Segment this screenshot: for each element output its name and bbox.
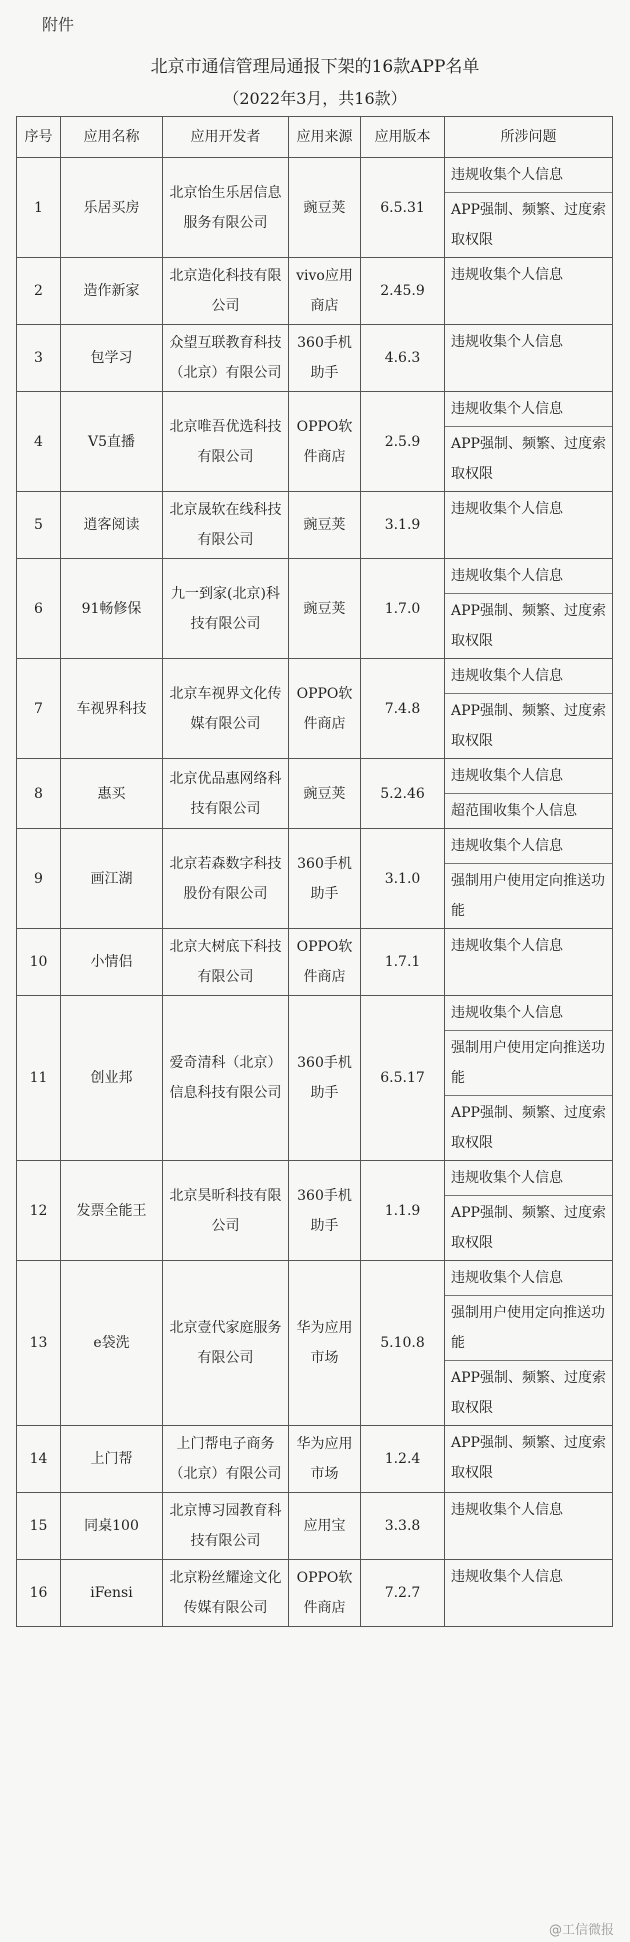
developer: 北京壹代家庭服务有限公司 [163,1261,289,1426]
issue-item: 违规收集个人信息 [445,1161,612,1196]
version: 4.6.3 [361,325,445,392]
issue-item: APP强制、频繁、过度索取权限 [451,603,606,649]
app-name: 包学习 [61,325,163,392]
developer: 北京粉丝耀途文化传媒有限公司 [163,1560,289,1627]
issue-item: APP强制、频繁、过度索取权限 [451,703,606,749]
table-header-row [17,117,613,158]
row-number: 10 [17,929,61,996]
header-app-name: 应用名称 [61,117,163,158]
source: 应用宝 [289,1493,361,1560]
issue-item: APP强制、频繁、过度索取权限 [451,202,606,248]
developer: 北京昊昕科技有限公司 [163,1161,289,1261]
app-name: 上门帮 [61,1426,163,1493]
issues-cell [445,1261,613,1426]
developer: 北京车视界文化传媒有限公司 [163,659,289,759]
version: 7.4.8 [361,659,445,759]
issue-item: 违规收集个人信息 [451,938,563,954]
row-number: 11 [17,996,61,1161]
developer: 北京优品惠网络科技有限公司 [163,759,289,829]
version: 5.10.8 [361,1261,445,1426]
source: 360手机助手 [289,829,361,929]
developer: 北京唯吾优选科技有限公司 [163,392,289,492]
version: 1.7.1 [361,929,445,996]
row-number: 15 [17,1493,61,1560]
issues-cell [445,258,613,325]
issue-item: APP强制、频繁、过度索取权限 [451,1370,606,1416]
app-name: 91畅修保 [61,559,163,659]
developer: 众望互联教育科技（北京）有限公司 [163,325,289,392]
table-row [17,829,613,929]
row-number: 9 [17,829,61,929]
issue-item: 违规收集个人信息 [445,559,612,594]
issue-item: 违规收集个人信息 [445,158,612,193]
row-number: 12 [17,1161,61,1261]
issue-item: 违规收集个人信息 [451,1502,563,1518]
row-number: 3 [17,325,61,392]
issues-cell [445,559,613,659]
table-row [17,1560,613,1627]
table-row [17,759,613,829]
app-name: 惠买 [61,759,163,829]
issue-item: APP强制、频繁、过度索取权限 [451,1435,606,1481]
row-number: 2 [17,258,61,325]
header-source: 应用来源 [289,117,361,158]
app-name: 发票全能王 [61,1161,163,1261]
issues-cell [445,659,613,759]
weibo-watermark: @工信微报 [548,1923,614,1938]
source: OPPO软件商店 [289,929,361,996]
developer: 上门帮电子商务（北京）有限公司 [163,1426,289,1493]
table-row [17,1261,613,1426]
issues-cell [445,325,613,392]
table-row [17,392,613,492]
version: 2.5.9 [361,392,445,492]
table-row [17,325,613,392]
issues-cell [445,759,613,829]
issue-item: 强制用户使用定向推送功能 [451,873,605,919]
issue-item: 违规收集个人信息 [451,267,563,283]
version: 7.2.7 [361,1560,445,1627]
issue-item: 违规收集个人信息 [445,829,612,864]
source: vivo应用商店 [289,258,361,325]
source: 豌豆荚 [289,759,361,829]
issue-item: 违规收集个人信息 [451,501,563,517]
source: 豌豆荚 [289,559,361,659]
developer: 北京博习园教育科技有限公司 [163,1493,289,1560]
source: 豌豆荚 [289,492,361,559]
issues-cell [445,492,613,559]
row-number: 1 [17,158,61,258]
issue-item: APP强制、频繁、过度索取权限 [451,436,606,482]
issues-cell [445,996,613,1161]
source: 华为应用市场 [289,1426,361,1493]
app-name: 逍客阅读 [61,492,163,559]
source: 华为应用市场 [289,1261,361,1426]
version: 6.5.31 [361,158,445,258]
row-number: 13 [17,1261,61,1426]
app-name: V5直播 [61,392,163,492]
header-version: 应用版本 [361,117,445,158]
table-row [17,659,613,759]
app-name: 造作新家 [61,258,163,325]
issue-item: APP强制、频繁、过度索取权限 [451,1205,606,1251]
version: 3.1.9 [361,492,445,559]
issues-cell [445,1560,613,1627]
app-name: 小情侣 [61,929,163,996]
document-title: 北京市通信管理局通报下架的16款APP名单 [150,57,480,77]
source: OPPO软件商店 [289,1560,361,1627]
developer: 北京晟软在线科技有限公司 [163,492,289,559]
developer: 北京造化科技有限公司 [163,258,289,325]
issue-item: 违规收集个人信息 [445,1261,612,1296]
row-number: 4 [17,392,61,492]
table-row [17,559,613,659]
app-list-table [16,116,613,1627]
row-number: 8 [17,759,61,829]
row-number: 16 [17,1560,61,1627]
issue-item: 违规收集个人信息 [451,334,563,350]
issue-item: 违规收集个人信息 [451,1569,563,1585]
row-number: 14 [17,1426,61,1493]
row-number: 6 [17,559,61,659]
issues-cell [445,1493,613,1560]
row-number: 7 [17,659,61,759]
issue-item: 违规收集个人信息 [445,996,612,1031]
source: OPPO软件商店 [289,392,361,492]
issue-item: 强制用户使用定向推送功能 [445,1296,612,1361]
annex-label: 附件 [42,15,75,34]
developer: 爱奇清科（北京）信息科技有限公司 [163,996,289,1161]
table-row [17,1161,613,1261]
issue-item: 违规收集个人信息 [445,659,612,694]
issues-cell [445,158,613,258]
app-name: e袋洗 [61,1261,163,1426]
app-name: 车视界科技 [61,659,163,759]
table-row [17,1426,613,1493]
issue-item: 违规收集个人信息 [445,392,612,427]
version: 1.7.0 [361,559,445,659]
table-row [17,158,613,258]
version: 2.45.9 [361,258,445,325]
app-name: 创业邦 [61,996,163,1161]
row-number: 5 [17,492,61,559]
source: 豌豆荚 [289,158,361,258]
app-name: iFensi [61,1560,163,1627]
source: 360手机助手 [289,996,361,1161]
version: 6.5.17 [361,996,445,1161]
issues-cell [445,1161,613,1261]
table-body [17,158,613,1627]
version: 3.3.8 [361,1493,445,1560]
document-subtitle: （2022年3月，共16款） [223,89,407,108]
version: 3.1.0 [361,829,445,929]
table-row [17,929,613,996]
version: 1.1.9 [361,1161,445,1261]
developer: 北京若森数字科技股份有限公司 [163,829,289,929]
developer: 九一到家(北京)科技有限公司 [163,559,289,659]
app-name: 乐居买房 [61,158,163,258]
issues-cell [445,829,613,929]
issues-cell [445,1426,613,1493]
table-row [17,258,613,325]
app-name: 同桌100 [61,1493,163,1560]
issues-cell [445,392,613,492]
issue-item: APP强制、频繁、过度索取权限 [451,1105,606,1151]
source: OPPO软件商店 [289,659,361,759]
issue-item: 强制用户使用定向推送功能 [445,1031,612,1096]
header-no: 序号 [17,117,61,158]
issue-item: 违规收集个人信息 [445,759,612,794]
issues-cell [445,929,613,996]
developer: 北京怡生乐居信息服务有限公司 [163,158,289,258]
source: 360手机助手 [289,1161,361,1261]
developer: 北京大树底下科技有限公司 [163,929,289,996]
issue-item: 超范围收集个人信息 [451,803,577,819]
table-row [17,492,613,559]
version: 1.2.4 [361,1426,445,1493]
header-issues: 所涉问题 [445,117,613,158]
version: 5.2.46 [361,759,445,829]
table-row [17,1493,613,1560]
app-name: 画江湖 [61,829,163,929]
header-developer: 应用开发者 [163,117,289,158]
source: 360手机助手 [289,325,361,392]
table-row [17,996,613,1161]
